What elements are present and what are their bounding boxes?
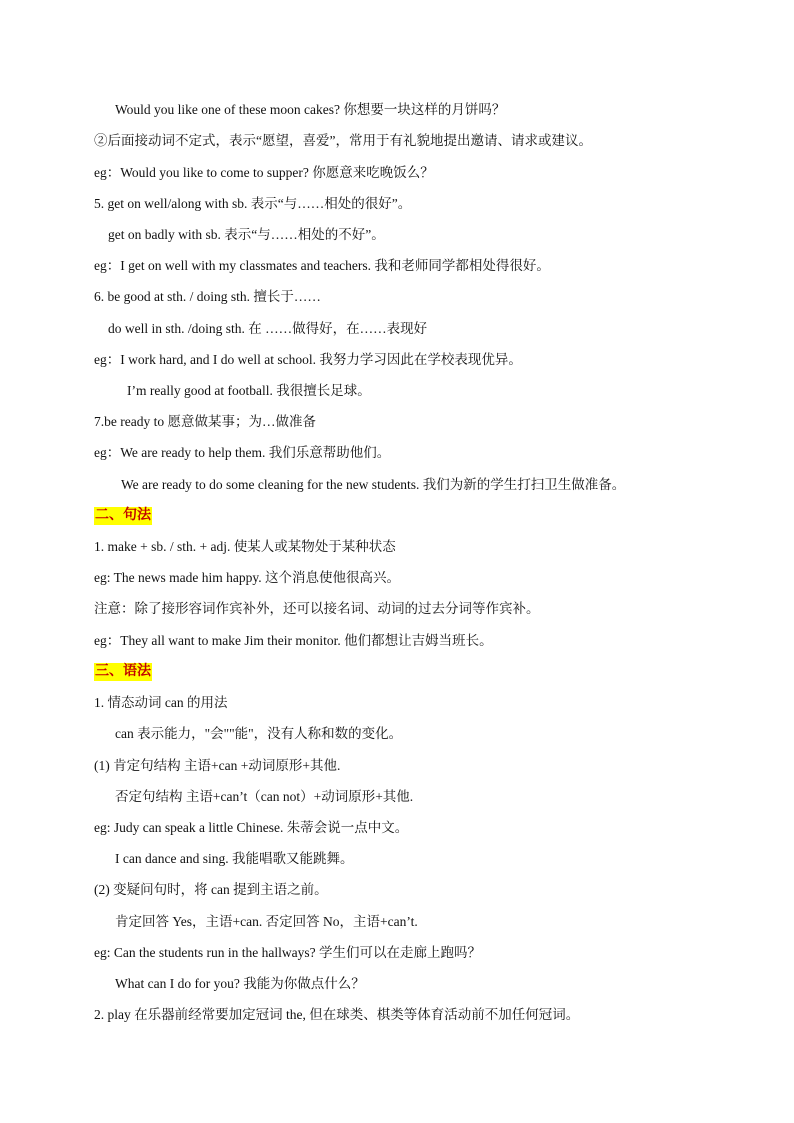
section-heading: 二、句法 [95,508,151,523]
text-line: eg: Can the students run in the hallways? 学生们可以在走廊上跑吗？ [94,945,481,960]
text-line: eg: Judy can speak a little Chinese. 朱蒂会说一点中文。 [94,820,409,835]
text-line: (2) 变疑问句时，将 can 提到主语之前。 [94,882,328,897]
text-line: 7.be ready to 愿意做某事；为…做准备 [94,414,316,429]
section-heading: 三、语法 [95,664,151,679]
text-line: eg：We are ready to help them. 我们乐意帮助他们。 [94,445,391,460]
text-line: eg：I work hard, and I do well at school. 我努力学习因此在学校表现优异。 [94,352,522,367]
text-line: I’m really good at football. 我很擅长足球。 [127,383,371,398]
text-line: 1. make + sb. / sth. + adj. 使某人或某物处于某种状态 [94,539,396,554]
text-line: We are ready to do some cleaning for the new students. 我们为新的学生打扫卫生做准备。 [121,477,626,492]
text-line: 2. play 在乐器前经常要加定冠词 the, 但在球类、棋类等体育活动前不加任何冠词。 [94,1007,580,1022]
text-line: Would you like one of these moon cakes? 你想要一块这样的月饼吗？ [115,102,506,117]
text-line: (1) 肯定句结构 主语+can +动词原形+其他. [94,758,341,773]
text-line: 6. be good at sth. / doing sth. 擅长于…… [94,289,321,304]
text-line: eg: The news made him happy. 这个消息使他很高兴。 [94,570,400,585]
text-line: eg：I get on well with my classmates and teachers. 我和老师同学都相处得很好。 [94,258,550,273]
text-line: do well in sth. /doing sth. 在 ……做得好，在……表现好 [108,321,428,336]
text-line: 注意：除了接形容词作宾补外，还可以接名词、动词的过去分词等作宾补。 [94,601,540,616]
text-line: 1. 情态动词 can 的用法 [94,695,228,710]
text-line: ②后面接动词不定式，表示“愿望，喜爱”，常用于有礼貌地提出邀请、请求或建议。 [94,133,592,148]
text-line: 否定句结构 主语+can’t（can not）+动词原形+其他. [115,789,414,804]
text-line: eg：They all want to make Jim their monitor. 他们都想让吉姆当班长。 [94,633,493,648]
text-line: eg：Would you like to come to supper? 你愿意来吃晚饭么？ [94,165,434,180]
text-line: What can I do for you? 我能为你做点什么？ [115,976,365,991]
text-line: get on badly with sb. 表示“与……相处的不好”。 [108,227,385,242]
text-line: can 表示能力，"会""能"，没有人称和数的变化。 [115,726,403,741]
text-line: I can dance and sing. 我能唱歌又能跳舞。 [115,851,354,866]
text-line: 肯定回答 Yes，主语+can. 否定回答 No，主语+can’t. [115,914,418,929]
text-line: 5. get on well/along with sb. 表示“与……相处的很好”。 [94,196,412,211]
